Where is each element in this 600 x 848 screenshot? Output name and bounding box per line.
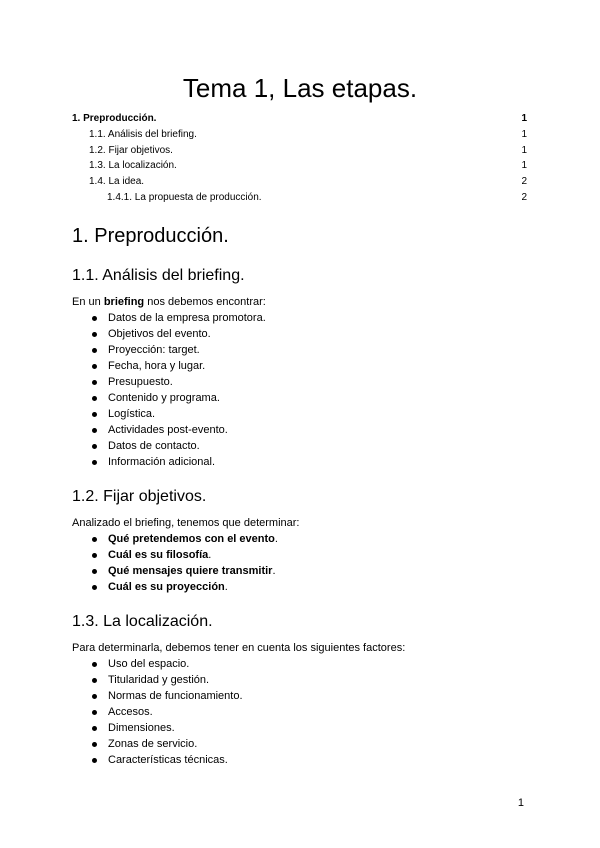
list-item: Titularidad y gestión. [72, 672, 243, 688]
list-item: Contenido y programa. [72, 390, 266, 406]
list-item: Características técnicas. [72, 752, 243, 768]
toc-entry-label: 1.3. La localización. [89, 160, 177, 172]
toc-entry-page: 2 [521, 191, 527, 203]
toc-entry-page: 1 [521, 128, 527, 140]
subsection-heading-localizacion: 1.3. La localización. [72, 613, 213, 630]
toc-entry[interactable] [72, 158, 528, 174]
toc-entry[interactable] [72, 190, 528, 206]
briefing-list [72, 310, 266, 470]
list-item: Proyección: target. [72, 342, 266, 358]
section-heading-preproduccion: 1. Preproducción. [72, 225, 229, 247]
list-item [72, 547, 278, 563]
list-item: Información adicional. [72, 454, 266, 470]
document-title: Tema 1, Las etapas. [182, 73, 418, 103]
list-item-text: Cuál es su filosofía [108, 549, 209, 561]
list-item-period: . [224, 581, 228, 593]
list-item [72, 563, 278, 579]
list-item: Normas de funcionamiento. [72, 688, 243, 704]
list-item-text: Qué mensajes quiere transmitir [108, 565, 273, 577]
localizacion-list [72, 656, 243, 768]
briefing-intro [72, 294, 266, 310]
briefing-intro-bold: briefing [103, 296, 145, 308]
list-item: Fecha, hora y lugar. [72, 358, 266, 374]
list-item: Datos de contacto. [72, 438, 266, 454]
list-item: Zonas de servicio. [72, 736, 243, 752]
toc-entry[interactable] [72, 127, 528, 143]
list-item-period: . [274, 533, 278, 545]
toc-entry-page: 1 [521, 144, 527, 156]
briefing-intro-after: nos debemos encontrar: [144, 296, 266, 308]
list-item: Uso del espacio. [72, 656, 243, 672]
list-item-period: . [272, 565, 276, 577]
toc-entry[interactable] [72, 111, 528, 127]
list-item: Logística. [72, 406, 266, 422]
page-number: 1 [517, 797, 524, 809]
list-item-text: Cuál es su proyección [108, 581, 225, 593]
list-item: Datos de la empresa promotora. [72, 310, 266, 326]
list-item: Dimensiones. [72, 720, 243, 736]
list-item [72, 531, 278, 547]
localizacion-intro: Para determinarla, debemos tener en cuenta los siguientes factores: [72, 642, 406, 654]
objetivos-intro: Analizado el briefing, tenemos que determinar: [72, 517, 300, 529]
objetivos-list [72, 531, 278, 595]
list-item: Presupuesto. [72, 374, 266, 390]
briefing-intro-before: En un [72, 296, 104, 308]
toc-entry-page: 2 [521, 176, 527, 188]
subsection-heading-briefing: 1.1. Análisis del briefing. [72, 267, 245, 284]
toc-entry-label: 1.4.1. La propuesta de producción. [107, 191, 262, 203]
toc-entry[interactable] [72, 174, 528, 190]
toc-entry-label: 1.2. Fijar objetivos. [89, 144, 173, 156]
toc-entry-page: 1 [521, 113, 527, 124]
list-item: Accesos. [72, 704, 243, 720]
toc-entry-label: 1.1. Análisis del briefing. [89, 128, 197, 140]
toc-entry-label: 1. Preproducción. [72, 113, 157, 124]
table-of-contents [72, 111, 528, 206]
toc-entry-page: 1 [521, 160, 527, 172]
list-item: Objetivos del evento. [72, 326, 266, 342]
subsection-heading-objetivos: 1.2. Fijar objetivos. [72, 488, 207, 505]
toc-entry-label: 1.4. La idea. [89, 176, 145, 188]
list-item [72, 579, 278, 595]
list-item-text: Qué pretendemos con el evento [108, 533, 275, 545]
toc-entry[interactable] [72, 143, 528, 159]
list-item-period: . [208, 549, 212, 561]
list-item: Actividades post-evento. [72, 422, 266, 438]
